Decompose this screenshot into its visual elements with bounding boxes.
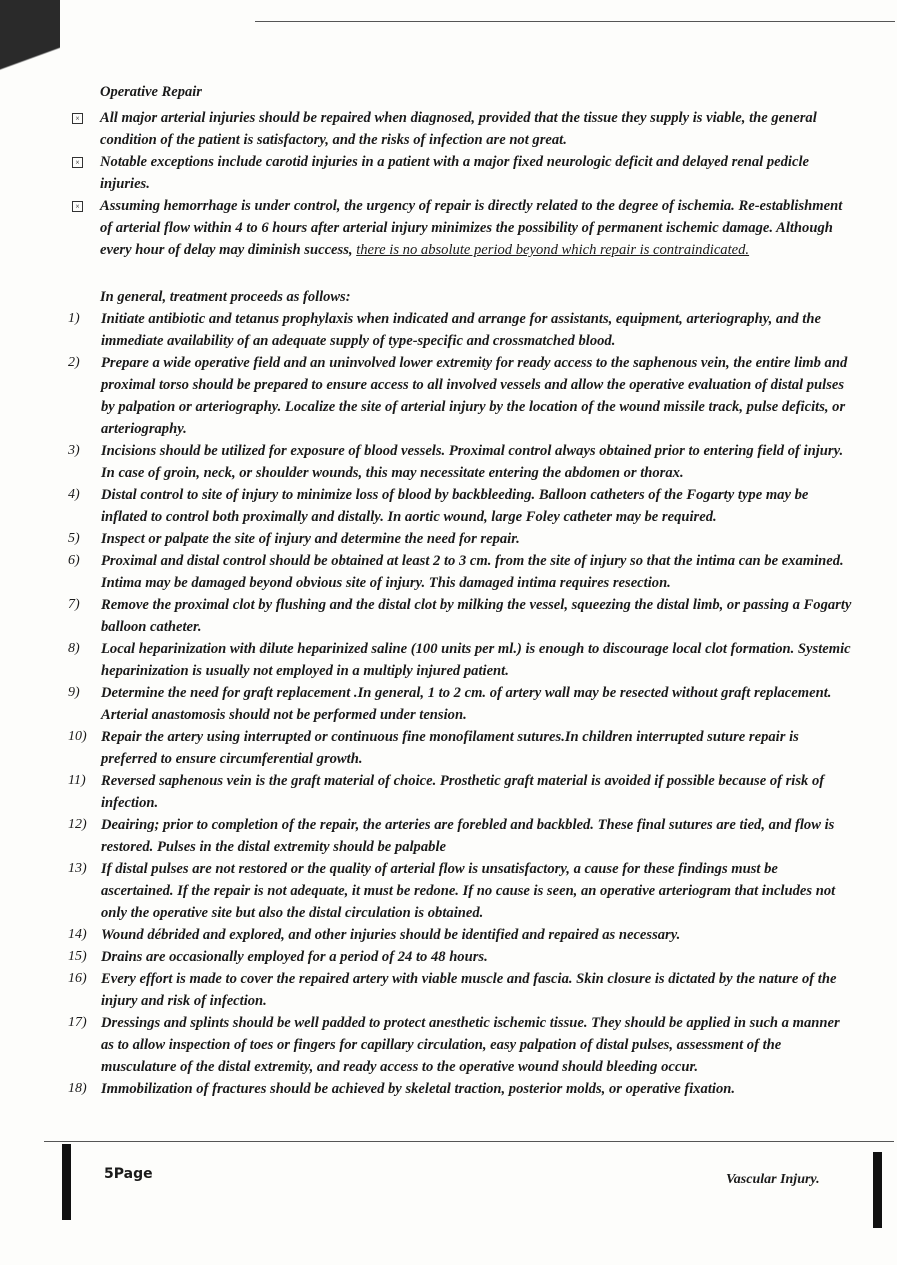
- item-number: 11): [68, 773, 86, 788]
- header-rule: [255, 21, 895, 22]
- list-item: [68, 924, 852, 946]
- bullet-text: All major arterial injuries should be repaired when diagnosed, provided that the tissue they supply is viable, the general condition of the patient is satisfactory, and the risks of infection are not great.: [100, 110, 817, 148]
- item-text: If distal pulses are not restored or the quality of arterial flow is unsatisfactory, a cause for these findings must be ascertained. If the repair is not adequate, it must be redone. If no cause is seen, an operative arteriogram that includes not only the operative site but also the distal circulation is obtained.: [101, 861, 836, 921]
- item-number: 2): [68, 355, 80, 370]
- list-item: [68, 484, 852, 528]
- item-text: Every effort is made to cover the repaired artery with viable muscle and fascia. Skin closure is dictated by the nature of the injury and risk of infection.: [101, 971, 837, 1009]
- item-text: Prepare a wide operative field and an uninvolved lower extremity for ready access to the saphenous vein, the entire limb and proximal torso should be prepared to ensure access to all involved vessels and allow the operative evaluation of distal pulses by palpation or arteriography. Localize the site of arterial injury by the location of the wound missile track, pulse deficits, or arteriography.: [101, 355, 848, 437]
- item-text: Dressings and splints should be well padded to protect anesthetic ischemic tissue. They should be applied in such a manner as to allow inspection of toes or fingers for capillary circulation, easy palpation of distal pulses, assessment of the musculature of the distal extremity, and ready access to the operative wound should bleeding occur.: [101, 1015, 840, 1075]
- item-number: 1): [68, 311, 80, 326]
- item-number: 16): [68, 971, 87, 986]
- item-text: Initiate antibiotic and tetanus prophylaxis when indicated and arrange for assistants, equipment, arteriography, and the immediate availability of an adequate supply of type-specific and crossmatched blood.: [101, 311, 821, 349]
- list-item: [68, 682, 852, 726]
- item-number: 18): [68, 1081, 87, 1096]
- item-text: Repair the artery using interrupted or continuous fine monofilament sutures.In children interrupted suture repair is preferred to ensure circumferential growth.: [101, 729, 799, 767]
- item-text: Deairing; prior to completion of the repair, the arteries are forebled and backbled. These final sutures are tied, and flow is restored. Pulses in the distal extremity should be palpable: [101, 817, 835, 855]
- footer-rule: [44, 1141, 894, 1142]
- item-text: Local heparinization with dilute heparinized saline (100 units per ml.) is enough to discourage local clot formation. Systemic heparinization is usually not employed in a multiply injured patient.: [101, 641, 851, 679]
- item-text: Inspect or palpate the site of injury and determine the need for repair.: [101, 531, 520, 547]
- checkbox-icon: ×: [72, 113, 83, 124]
- list-item: [68, 814, 852, 858]
- list-item: [68, 770, 852, 814]
- list-item: [68, 946, 852, 968]
- item-number: 15): [68, 949, 87, 964]
- item-text: Remove the proximal clot by flushing and the distal clot by milking the vessel, squeezing the distal limb, or passing a Fogarty balloon catheter.: [101, 597, 852, 635]
- list-item: [68, 1078, 852, 1100]
- list-item: [68, 352, 852, 440]
- bullet-item: [72, 195, 852, 261]
- list-item: [68, 858, 852, 924]
- item-text: Drains are occasionally employed for a period of 24 to 48 hours.: [101, 949, 488, 965]
- item-text: Reversed saphenous vein is the graft material of choice. Prosthetic graft material is avoided if possible because of risk of infection.: [101, 773, 825, 811]
- item-number: 3): [68, 443, 80, 458]
- page-corner-shadow: [0, 0, 60, 150]
- section-heading: Operative Repair: [100, 84, 202, 100]
- item-number: 12): [68, 817, 87, 832]
- checkbox-icon: ×: [72, 201, 83, 212]
- item-number: 6): [68, 553, 80, 568]
- item-number: 5): [68, 531, 80, 546]
- bullet-text: Assuming hemorrhage is under control, the urgency of repair is directly related to the degree of ischemia. Re-establishment of arterial flow within 4 to 6 hours after arterial injury minimizes the possibility of permanent ischemic damage. Although every hour of delay may diminish success,: [100, 198, 843, 258]
- item-text: Immobilization of fractures should be achieved by skeletal traction, posterior molds, or operative fixation.: [101, 1081, 736, 1097]
- list-item: [68, 550, 852, 594]
- item-number: 14): [68, 927, 87, 942]
- underlined-text: there is no absolute period beyond which repair is contraindicated.: [356, 242, 750, 258]
- item-number: 7): [68, 597, 80, 612]
- document-body: [68, 84, 852, 1100]
- item-number: 8): [68, 641, 80, 656]
- item-text: Distal control to site of injury to minimize loss of blood by backbleeding. Balloon catheters of the Fogarty type may be inflated to control both proximally and distally. In aortic wound, large Foley catheter may be required.: [101, 487, 809, 525]
- checkbox-icon: ×: [72, 157, 83, 168]
- bullet-item: [72, 107, 852, 151]
- list-item: [68, 638, 852, 682]
- item-text: Wound débrided and explored, and other injuries should be identified and repaired as necessary.: [101, 927, 681, 943]
- list-item: [68, 308, 852, 352]
- list-item: [68, 968, 852, 1012]
- item-number: 17): [68, 1015, 87, 1030]
- item-number: 13): [68, 861, 87, 876]
- list-intro: In general, treatment proceeds as follows:: [100, 289, 351, 305]
- list-item: [68, 594, 852, 638]
- item-number: 10): [68, 729, 87, 744]
- list-item: [68, 1012, 852, 1078]
- bullet-text: Notable exceptions include carotid injuries in a patient with a major fixed neurologic deficit and delayed renal pedicle injuries.: [100, 154, 809, 192]
- footer-title: Vascular Injury.: [726, 1172, 820, 1187]
- numbered-list: [68, 308, 852, 1100]
- list-item: [68, 726, 852, 770]
- item-text: Incisions should be utilized for exposure of blood vessels. Proximal control always obtained prior to entering field of injury. In case of groin, neck, or shoulder wounds, this may necessitate entering the abdomen or thorax.: [101, 443, 844, 481]
- list-item: [68, 440, 852, 484]
- page-number: 5Page: [104, 1166, 153, 1182]
- item-number: 9): [68, 685, 80, 700]
- footer-bar-left: [62, 1144, 71, 1220]
- list-item: [68, 528, 852, 550]
- bullet-item: [72, 151, 852, 195]
- item-text: Determine the need for graft replacement .In general, 1 to 2 cm. of artery wall may be resected without graft replacement. Arterial anastomosis should not be performed under tension.: [101, 685, 832, 723]
- footer-bar-right: [873, 1152, 882, 1228]
- item-number: 4): [68, 487, 80, 502]
- item-text: Proximal and distal control should be obtained at least 2 to 3 cm. from the site of injury so that the intima can be examined. Intima may be damaged beyond obvious site of injury. This damaged intima requires resection.: [101, 553, 844, 591]
